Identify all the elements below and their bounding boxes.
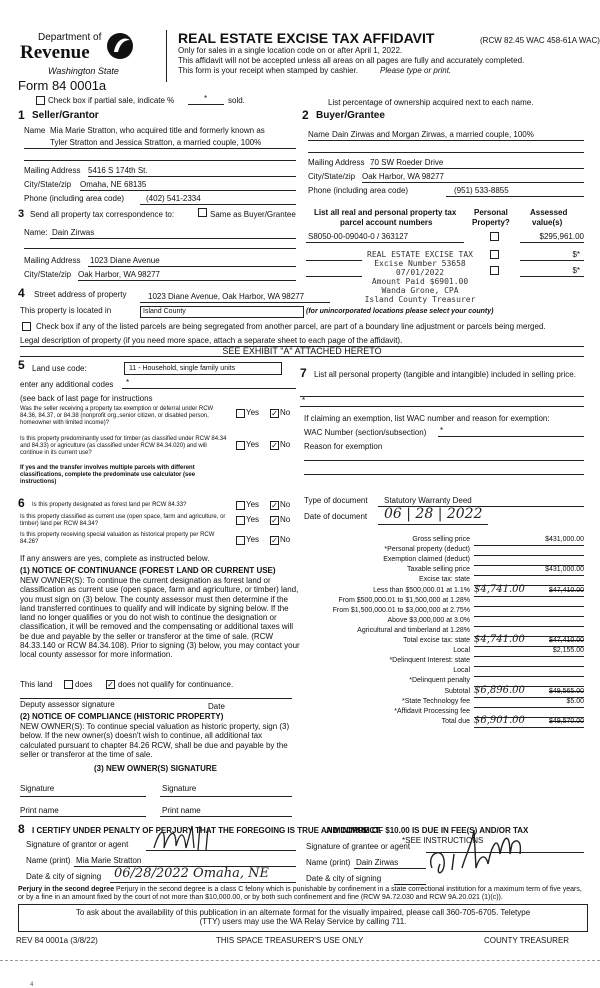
buyer-phone[interactable]: (951) 533-8855 <box>454 186 509 195</box>
wac-value[interactable]: * <box>440 426 444 435</box>
calc-row-handwritten[interactable]: $4,741.00 <box>474 583 525 595</box>
calc-row-value[interactable]: $431,000.00 <box>545 566 584 574</box>
dept-of-label: Department of <box>38 32 102 43</box>
s6-q3-yes[interactable] <box>236 536 245 545</box>
calc-row-label: *Personal property (deduct) <box>384 546 470 554</box>
s7-number: 7 <box>300 366 307 380</box>
owner-signature-label-2: Signature <box>162 784 197 793</box>
notice-continuance-body: NEW OWNER(S): To continue the current designation as forest land or classification as current use (open space, farm and agriculture, or timber) land, you must sign on (3) below. The county assessor must then determine if the land transferred continues to qualify and will indicate by signing below. If the land no longer qualifies or you do not wish to continue the designation or classification, it will be removed and the compensating or additional taxes will be due and payable by the seller or transferor at the time of sale. (RCW 84.33.140 or RCW 84.34.108). Prior to signing (3) below, you may contact your local county assessor for more information. <box>20 576 300 660</box>
rcw-reference: (RCW 82.45 WAC 458-61A WAC) <box>480 36 600 45</box>
partial-sale-checkbox[interactable] <box>36 96 45 105</box>
grantee-name[interactable]: Dain Zirwas <box>356 858 399 867</box>
seller-mail-label: Mailing Address <box>24 166 81 175</box>
certify-statement: I CERTIFY UNDER PENALTY OF PERJURY THAT THE FOREGOING IS TRUE AND CORRECT. <box>32 826 382 835</box>
s6-q2-no-label: No <box>280 515 291 524</box>
stamp-line-5: Wanda Grone, CPA <box>381 286 459 295</box>
calc-row-label: Taxable selling price <box>406 566 470 574</box>
revision-label: REV 84 0001a (3/8/22) <box>16 936 98 945</box>
reason-label: Reason for exemption <box>304 442 383 451</box>
s5-q2: Is this property predominantly used for timber (as classified under RCW 84.34 and 84.33) or agriculture (as classified under RCW 84.34.020) and will continue in its current use? <box>20 436 227 456</box>
seller-csz-label: City/State/zip <box>24 180 72 189</box>
calc-row-label: Gross selling price <box>412 536 470 543</box>
grantee-date-label: Date & city of signing <box>306 874 382 883</box>
doc-type-label: Type of document <box>304 496 368 505</box>
s6-q1-yes-label: Yes <box>246 500 260 509</box>
seller-name-line2[interactable]: Tyler Stratton and Jessica Stratton, a married couple, 100% <box>50 138 262 147</box>
see-back-note: (see back of last page for instructions <box>20 394 153 403</box>
calc-row-value[interactable]: $49,565.00 <box>548 687 584 695</box>
corr-section-number: 3 <box>18 208 25 220</box>
calc-row-value[interactable]: $2,155.00 <box>552 647 584 655</box>
land-does-checkbox[interactable] <box>64 680 73 689</box>
subtitle-1: Only for sales in a single location code on or after April 1, 2022. <box>178 46 403 55</box>
form-number: Form 84 0001a <box>18 78 107 93</box>
street-address[interactable]: 1023 Diane Avenue, Oak Harbor, WA 98277 <box>148 292 305 301</box>
s6-q1-yes[interactable] <box>236 501 245 510</box>
s6-q3-yes-label: Yes <box>246 535 260 544</box>
buyer-heading: Buyer/Grantee <box>316 110 385 121</box>
corr-mail[interactable]: 1023 Diane Avenue <box>90 256 160 265</box>
partial-sale-percent[interactable]: * <box>204 94 208 103</box>
revenue-logo-text: Revenue <box>20 42 90 63</box>
calc-row-label: *State Technology fee <box>402 697 470 705</box>
stamp-line-1: REAL ESTATE EXCISE TAX <box>367 250 473 259</box>
corr-mail-label: Mailing Address <box>24 256 81 265</box>
washington-state-label: Washington State <box>48 66 119 76</box>
seller-name-label: Name <box>24 126 46 135</box>
seller-phone[interactable]: (402) 541-2334 <box>146 194 201 203</box>
s6-q2-yes[interactable] <box>236 516 245 525</box>
seller-section-number: 1 <box>18 108 25 122</box>
s4-number: 4 <box>18 286 25 300</box>
notice-continuance-head: (1) NOTICE OF CONTINUANCE (FOREST LAND OR CURRENT USE) <box>20 566 276 575</box>
s8-number: 8 <box>18 822 25 836</box>
doc-type[interactable]: Statutory Warranty Deed <box>384 496 472 505</box>
grantor-signature[interactable] <box>150 822 250 854</box>
unincorporated-note: (for unincorporated locations please select your county) <box>306 308 494 315</box>
located-label: This property is located in <box>20 306 112 315</box>
deputy-date-label: Date <box>208 702 225 711</box>
calc-row-label: *Delinquent Interest: state <box>389 657 470 665</box>
calc-row-label: Total excise tax: state <box>403 637 470 644</box>
doc-date-label: Date of document <box>304 512 368 521</box>
accessibility-line-1: To ask about the availability of this publication in an alternate format for the visually impaired, please call 360-705-6705. Teletype <box>75 908 531 917</box>
s6-q3-no-label: No <box>280 535 291 544</box>
buyer-name[interactable]: Dain Zirwas and Morgan Zirwas, a married couple, 100% <box>332 130 534 139</box>
county-treasurer-label: COUNTY TREASURER <box>484 936 570 945</box>
wac-label: WAC Number (section/subsection) <box>304 428 427 437</box>
page-mark: 4 <box>30 982 34 988</box>
assessed-value-2[interactable]: $* <box>572 250 580 259</box>
s5-q2-yes-label: Yes <box>246 440 260 449</box>
corr-label: Send all property tax correspondence to: <box>30 210 175 219</box>
grantee-signature[interactable] <box>426 824 536 884</box>
buyer-mail[interactable]: 70 SW Roeder Drive <box>370 158 444 167</box>
stamp-line-2: Excise Number 53658 <box>374 259 466 268</box>
calc-row-label: Excise tax: state <box>419 576 470 584</box>
calc-row-label: Local <box>453 667 470 675</box>
calc-row-value[interactable]: $49,570.00 <box>548 717 584 725</box>
calc-row-label: *Affidavit Processing fee <box>394 707 470 715</box>
seller-phone-label: Phone (including area code) <box>24 194 125 203</box>
s5-q2-no-label: No <box>280 440 291 449</box>
s5-q1: Was the seller receiving a property tax exemption or deferral under RCW 84.36, 84.37, or 84.38 (nonprofit org.,senior citizen, or disabled person, homeowner with limited income)? <box>20 406 214 426</box>
segregate-label: Check box if any of the listed parcels are being segregated from another parcel, are part of a boundary line adjustment or parcels being merged. <box>36 322 546 331</box>
calc-row-value[interactable]: $47,410.00 <box>548 637 584 644</box>
land-use-label: Land use code: <box>32 364 87 373</box>
calc-row-label: From $500,000.01 to $1,500,000 at 1.28% <box>338 596 470 604</box>
buyer-csz-label: City/State/zip <box>308 172 356 181</box>
perjury-text: Perjury in the second degree is a class C felony which is punishable by confinement in a state correctional institution for a maximum term of five years, or by a fine in an amount fixed by the court of not more than $10,000.00, or by both such confinement and fine (RCW 9A.72.030 and RCW 9A.20.021 (1)(c)). <box>18 886 582 901</box>
notice-compliance-head: (2) NOTICE OF COMPLIANCE (HISTORIC PROPERTY) <box>20 712 224 721</box>
corr-csz-label: City/State/zip <box>24 270 72 279</box>
parcel-number-1[interactable]: S8050-00-09040-0 / 363127 <box>308 232 409 241</box>
s5-q2-yes[interactable] <box>236 441 245 450</box>
s6-q1: Is this property designated as forest land per RCW 84.33? <box>32 502 187 508</box>
doc-date[interactable]: 06 | 28 | 2022 <box>384 506 483 522</box>
subtitle-3: This form is your receipt when stamped by cashier. <box>178 66 359 75</box>
street-address-label: Street address of property <box>34 290 127 299</box>
av-head-2: value(s) <box>532 218 563 227</box>
calc-row-value[interactable]: $431,000.00 <box>545 536 584 543</box>
calc-row-value[interactable]: $5.00 <box>566 697 584 705</box>
additional-codes-label: enter any additional codes <box>20 380 114 389</box>
s6-q3-no-checked[interactable]: ✓ <box>271 536 278 545</box>
personal-property-checkbox-3[interactable] <box>490 266 499 275</box>
deputy-signature-label: Deputy assessor signature <box>20 700 115 709</box>
minimum-fee-note: A MINIMUM OF $10.00 IS DUE IN FEE(S) AND/OR TAX <box>326 826 529 835</box>
ownership-note: List percentage of ownership acquired next to each name. <box>328 98 534 107</box>
grantee-name-label: Name (print) <box>306 858 351 867</box>
calc-row-label: Local <box>453 647 470 655</box>
subtitle-3b: Please type or print. <box>380 66 452 75</box>
s6-q1-no-checked[interactable]: ✓ <box>271 501 278 510</box>
s5-q1-yes[interactable] <box>236 409 245 418</box>
pp-head-1: Personal <box>474 208 508 217</box>
grantor-name[interactable]: Mia Marie Stratton <box>76 856 142 865</box>
dor-logo-icon <box>106 30 134 62</box>
calc-row-label: Subtotal <box>444 687 470 695</box>
seller-name-line1[interactable]: Mia Marie Stratton, who acquired title and formerly known as <box>50 126 265 135</box>
owner-signature-label-1: Signature <box>20 784 55 793</box>
treasurer-use-label: THIS SPACE TREASURER'S USE ONLY <box>216 936 364 945</box>
seller-heading: Seller/Grantor <box>32 110 99 121</box>
subtitle-2: This affidavit will not be accepted unless all areas on all pages are fully and accurately completed. <box>178 56 525 65</box>
assessed-value-1[interactable]: $295,961.00 <box>539 232 584 241</box>
calc-row-label: Agricultural and timberland at 1.28% <box>357 626 470 634</box>
calc-row-handwritten[interactable]: $4,741.00 <box>474 634 525 645</box>
personal-property-checkbox-2[interactable] <box>490 250 499 259</box>
seller-mail[interactable]: 5416 S 174th St. <box>88 166 148 175</box>
calc-row-handwritten[interactable]: $6,896.00 <box>474 684 525 696</box>
calc-row-label: Exemption claimed (deduct) <box>383 556 470 564</box>
s5-q2b: If yes and the transfer involves multiple parcels with different classifications, complete the predominate use calculator (see instructions) <box>20 465 196 485</box>
buyer-phone-label: Phone (including area code) <box>308 186 409 195</box>
corr-name[interactable]: Dain Zirwas <box>52 228 95 237</box>
legal-description[interactable]: SEE EXHIBIT "A" ATTACHED HERETO <box>222 346 382 356</box>
any-yes-note: If any answers are yes, complete as instructed below. <box>20 554 210 563</box>
calc-row-label: Above $3,000,000 at 3.0% <box>387 616 470 624</box>
s6-q2: Is this property classified as current use (open space, farm and agriculture, or timber) land per RCW 84.34? <box>20 514 226 527</box>
calc-row-label: Total due <box>441 717 470 725</box>
buyer-name-label: Name <box>308 130 330 139</box>
see-instructions-note: *SEE INSTRUCTIONS <box>402 836 484 845</box>
notice-compliance-body: NEW OWNER(S): To continue special valuation as historic property, sign (3) below. If the new owner(s) doesn't wish to continue, all additional tax calculated pursuant to chapter 84.26 RCW, shall be due and payable by the seller or transferor at the time of sale. <box>20 722 290 759</box>
buyer-csz[interactable]: Oak Harbor, WA 98277 <box>362 172 444 181</box>
grantee-signature-label: Signature of grantee or agent <box>306 842 411 851</box>
buyer-mail-label: Mailing Address <box>308 158 365 167</box>
stamp-line-3: 07/01/2022 <box>395 268 445 277</box>
av-head-1: Assessed <box>530 208 568 217</box>
stamp-line-4: Amount Paid $6901.00 <box>371 277 469 286</box>
excise-stamp <box>364 250 476 304</box>
s5-q2-no-checked[interactable]: ✓ <box>271 441 278 450</box>
personal-property-checkbox-1[interactable] <box>490 232 499 241</box>
form-title: REAL ESTATE EXCISE TAX AFFIDAVIT <box>178 30 435 46</box>
s7-value[interactable]: * <box>302 396 306 405</box>
new-owner-signature-head: (3) NEW OWNER(S) SIGNATURE <box>94 764 217 773</box>
calc-row-label: From $1,500,000.01 to $3,000,000 at 2.75% <box>332 606 470 614</box>
assessed-value-3[interactable]: $* <box>572 266 580 275</box>
accessibility-box <box>18 904 588 932</box>
grantor-name-label: Name (print) <box>26 856 71 865</box>
grantor-date-city[interactable]: 06/28/2022 Omaha, NE <box>114 866 270 881</box>
s5-q1-yes-label: Yes <box>246 408 260 417</box>
s7-label: List all personal property (tangible and intangible) included in selling price. <box>314 370 576 379</box>
s5-q1-no-checked[interactable]: ✓ <box>271 409 278 418</box>
buyer-section-number: 2 <box>302 108 309 122</box>
same-as-buyer-label: Same as Buyer/Grantee <box>210 210 296 219</box>
s5-q1-no-label: No <box>280 408 291 417</box>
legal-desc-label: Legal description of property (if you need more space, attach a separate sheet to each page of the affidavit). <box>20 336 403 345</box>
pp-head-2: Property? <box>472 218 510 227</box>
s6-number: 6 <box>18 496 25 510</box>
s6-q1-no-label: No <box>280 500 291 509</box>
same-as-buyer-checkbox[interactable] <box>198 208 207 217</box>
s6-q2-no-checked[interactable]: ✓ <box>271 516 278 525</box>
partial-sale-label: Check box if partial sale, indicate % <box>48 96 175 105</box>
land-does-not-checkbox[interactable]: ✓ <box>107 680 114 689</box>
seller-csz[interactable]: Omaha, NE 68135 <box>80 180 147 189</box>
accessibility-line-2: (TTY) users may use the WA Relay Service by calling 711. <box>199 917 407 926</box>
land-does-label: does <box>75 680 93 689</box>
corr-csz[interactable]: Oak Harbor, WA 98277 <box>78 270 160 279</box>
calc-row-handwritten[interactable]: $6,901.00 <box>474 714 525 726</box>
segregate-checkbox[interactable] <box>22 322 31 331</box>
additional-codes[interactable]: * <box>126 378 130 387</box>
s5-number: 5 <box>18 358 25 372</box>
county-select[interactable]: Island County <box>140 306 304 318</box>
grantor-signature-label: Signature of grantor or agent <box>26 840 129 849</box>
calc-row-value[interactable]: $47,410.00 <box>548 586 584 594</box>
owner-print-label-2: Print name <box>162 806 201 815</box>
owner-print-label-1: Print name <box>20 806 59 815</box>
stamp-line-6: Island County Treasurer <box>364 295 476 304</box>
land-use-select[interactable]: 11 - Household, single family units <box>124 362 282 375</box>
calc-row-label: *Delinquent penalty <box>409 677 470 685</box>
perjury-note: Perjury in the second degree Perjury in the second degree is a class C felony which is punishable by confinement in a state correctional institution for a maximum term of five years, or by a fine in an amount fixed by the court of not more than $10,000.00, or by both such confinement and fine (RCW 9A.72.030 and RCW 9A.20.021 (1)(c)). <box>18 886 582 901</box>
parcel-head-1: List all real and personal property tax <box>314 208 457 217</box>
grantor-date-label: Date & city of signing <box>26 872 102 881</box>
parcel-head-2: parcel account numbers <box>340 218 433 227</box>
this-land-label: This land <box>20 680 53 689</box>
exemption-label: If claiming an exemption, list WAC number and reason for exemption: <box>304 414 550 423</box>
calc-row-label: Less than $500,000.01 at 1.1% <box>373 586 470 594</box>
land-does-not-label: does not qualify for continuance. <box>118 680 234 689</box>
s6-q3: Is this property receiving special valuation as historical property per RCW 84.26? <box>20 532 215 545</box>
corr-name-label: Name: <box>24 228 48 237</box>
partial-sale-suffix: sold. <box>228 96 245 105</box>
s6-q2-yes-label: Yes <box>246 515 260 524</box>
